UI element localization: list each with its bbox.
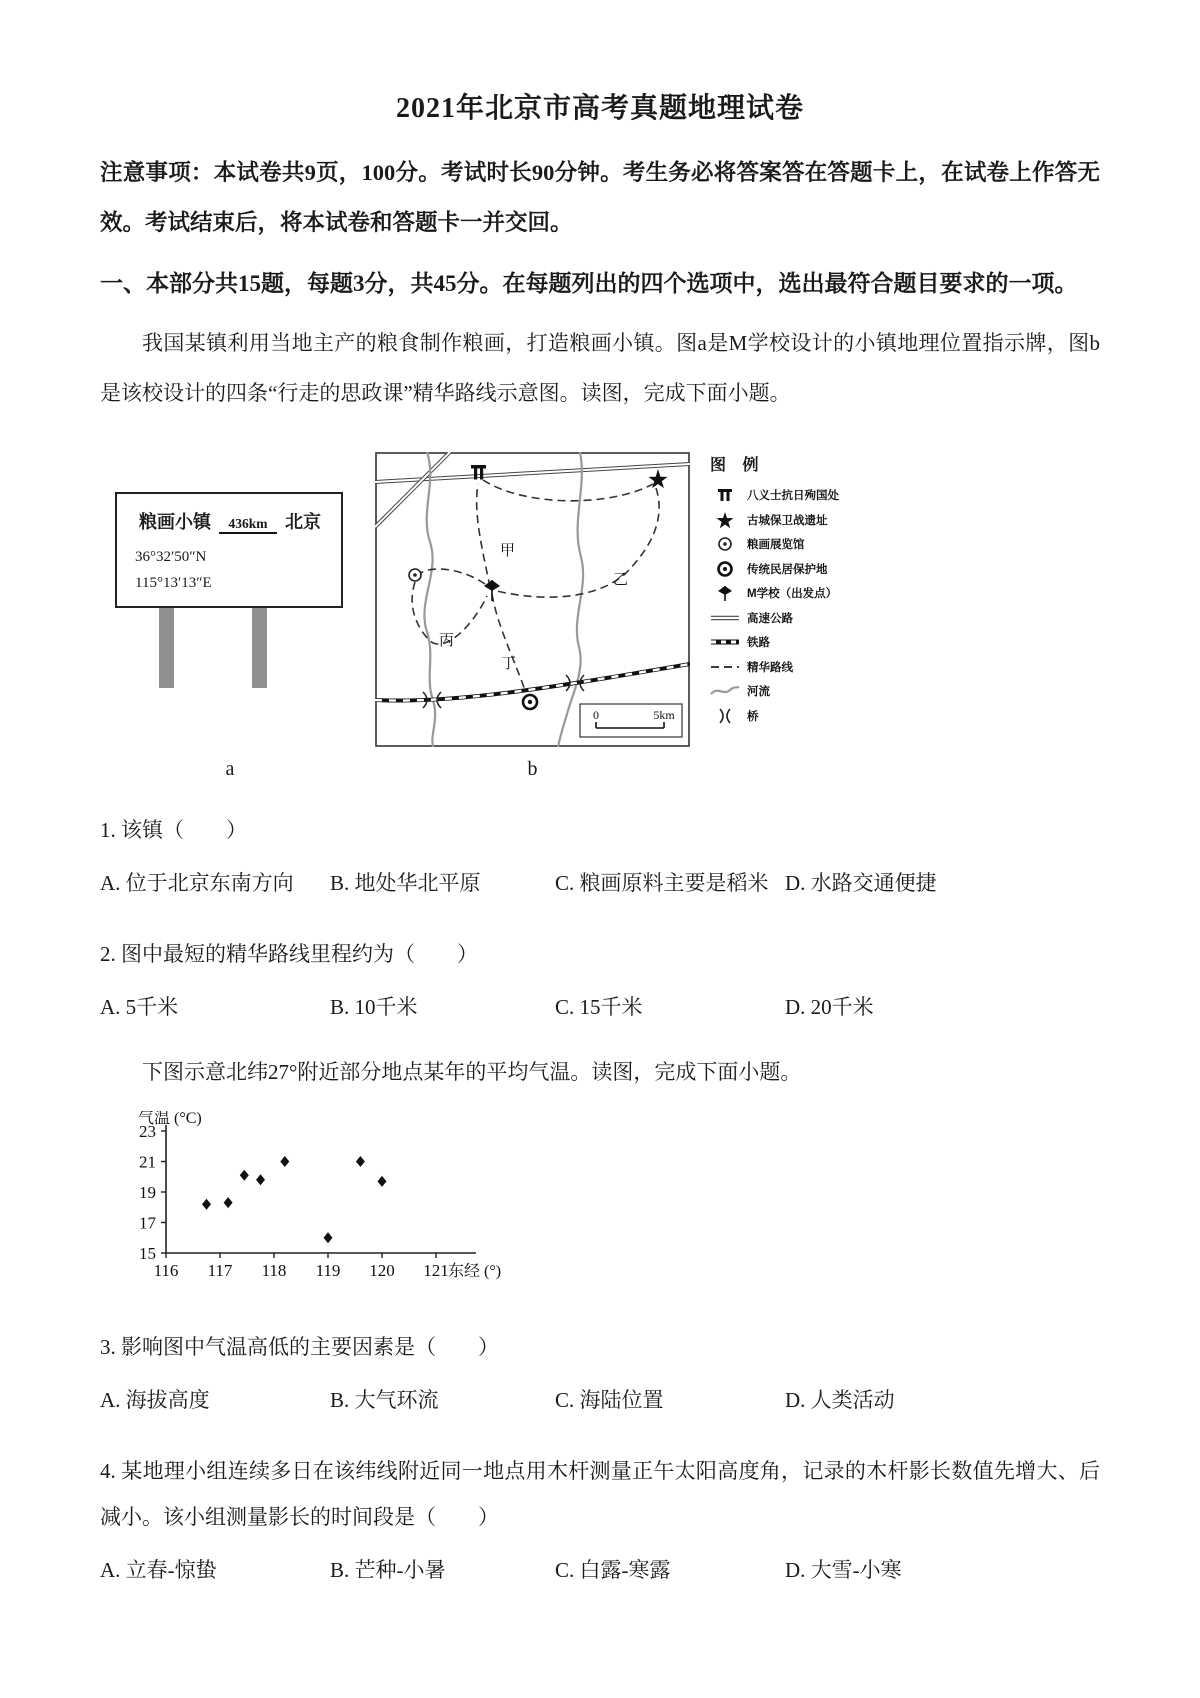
question-stem: 该镇（ ） xyxy=(121,818,247,842)
legend-title: 图 例 xyxy=(710,457,765,474)
y-tick-label: 17 xyxy=(139,1213,156,1233)
legend-item-label: 八义士抗日殉国处 xyxy=(747,490,839,503)
question-stem: 影响图中气温高低的主要因素是（ ） xyxy=(121,1335,499,1359)
legend-item-label: 高速公路 xyxy=(747,612,793,625)
sign-distance-line xyxy=(219,532,277,534)
option-a: A. 海拔高度 xyxy=(100,1388,210,1412)
legend-item xyxy=(710,581,860,606)
map-label-ding: 丁 xyxy=(501,656,517,672)
question-stem: 图中最短的精华路线里程约为（ ） xyxy=(121,942,478,966)
map-label-bing: 丙 xyxy=(439,633,455,649)
option-b: B. 10千米 xyxy=(330,995,418,1019)
option-c: C. 白露-寒露 xyxy=(555,1558,671,1582)
question-number: 1. xyxy=(100,818,116,842)
data-point xyxy=(356,1156,365,1167)
legend-item-label: 桥 xyxy=(747,710,759,723)
legend-item-label: 粮画展览馆 xyxy=(747,539,805,552)
railway-icon xyxy=(710,633,740,651)
figure-row xyxy=(100,452,1100,752)
map-legend xyxy=(710,452,860,728)
circle-dot-icon xyxy=(710,535,740,553)
star-icon xyxy=(710,511,740,529)
sign-town-name: 粮画小镇 xyxy=(139,512,211,532)
data-point xyxy=(280,1156,289,1167)
legend-item xyxy=(710,655,860,680)
sign-leg-right xyxy=(252,608,267,688)
y-tick-label: 23 xyxy=(139,1122,156,1141)
sign-latitude: 36°32′50″N xyxy=(135,549,207,565)
y-tick-label: 21 xyxy=(139,1152,156,1172)
legend-item xyxy=(710,483,860,508)
y-axis-title: 气温 (°C) xyxy=(138,1111,202,1127)
page-title: 2021年北京市高考真题地理试卷 xyxy=(395,93,804,124)
question-1-options xyxy=(100,861,1100,905)
scale-max-label: 5km xyxy=(653,708,675,722)
legend-item-label: M学校（出发点） xyxy=(747,588,838,601)
question-2 xyxy=(100,931,1100,1029)
question-stem: 某地理小组连续多日在该纬线附近同一地点用木杆测量正午太阳高度角，记录的木杆影长数值先增大、后减小。该小组测量影长的时间段是（ ） xyxy=(100,1459,1101,1529)
option-c: C. 15千米 xyxy=(555,995,643,1019)
legend-item-label: 传统民居保护地 xyxy=(747,563,828,576)
legend-item xyxy=(710,557,860,582)
option-d: D. 人类活动 xyxy=(785,1388,895,1412)
question-number: 4. xyxy=(100,1459,116,1483)
temperature-chart xyxy=(118,1111,598,1289)
legend-item xyxy=(710,606,860,631)
figure-a-sign xyxy=(115,492,345,688)
x-tick-label: 121 xyxy=(423,1261,449,1280)
data-point xyxy=(240,1170,249,1181)
sign-distance: 436km xyxy=(228,516,268,531)
scale-zero-label: 0 xyxy=(593,708,599,722)
double-line-icon xyxy=(710,609,740,627)
double-circle-icon xyxy=(523,695,537,709)
question-1 xyxy=(100,807,1100,905)
intro-paragraph-2: 下图示意北纬27°附近部分地点某年的平均气温。读图，完成下面小题。 xyxy=(142,1060,802,1084)
option-c: C. 粮画原料主要是稻米 xyxy=(555,871,769,895)
legend-item xyxy=(710,704,860,729)
option-a: A. 立春-惊蛰 xyxy=(100,1558,217,1582)
question-number: 3. xyxy=(100,1335,116,1359)
x-axis-title: 东经 (°) xyxy=(448,1263,502,1280)
legend-item xyxy=(710,679,860,704)
data-point xyxy=(378,1176,387,1187)
option-a: A. 5千米 xyxy=(100,995,179,1019)
dashed-line-icon xyxy=(710,658,740,676)
question-2-options xyxy=(100,985,1100,1029)
map-label-yi: 乙 xyxy=(613,572,629,588)
sign-board xyxy=(115,492,343,608)
x-tick-label: 117 xyxy=(207,1261,233,1280)
question-3-options xyxy=(100,1378,1100,1422)
question-4-options xyxy=(100,1548,1100,1592)
map-scale-bar xyxy=(580,704,682,737)
sign-city-name: 北京 xyxy=(285,512,321,532)
x-tick-label: 116 xyxy=(153,1261,179,1280)
monument-icon xyxy=(710,486,740,504)
double-circle-icon xyxy=(710,560,740,578)
option-d: D. 20千米 xyxy=(785,995,874,1019)
option-d: D. 大雪-小寒 xyxy=(785,1558,902,1582)
legend-item xyxy=(710,630,860,655)
temperature-chart-block xyxy=(118,1111,1100,1294)
sign-legs xyxy=(115,608,345,688)
legend-item-label: 古城保卫战遗址 xyxy=(747,514,828,527)
data-point xyxy=(256,1174,265,1185)
legend-item-label: 河流 xyxy=(747,686,770,699)
question-4 xyxy=(100,1448,1100,1592)
river-icon xyxy=(710,682,740,700)
x-tick-label: 119 xyxy=(315,1261,341,1280)
data-point xyxy=(202,1199,211,1210)
sign-top-row xyxy=(129,508,331,534)
legend-item-label: 铁路 xyxy=(747,637,770,650)
question-number: 2. xyxy=(100,942,116,966)
sign-coordinates xyxy=(135,544,331,596)
option-a: A. 位于北京东南方向 xyxy=(100,871,294,895)
sign-longitude: 115°13′13″E xyxy=(135,575,212,591)
option-d: D. 水路交通便捷 xyxy=(785,871,937,895)
option-b: B. 大气环流 xyxy=(330,1388,439,1412)
x-tick-label: 120 xyxy=(369,1261,395,1280)
intro-paragraph-1: 我国某镇利用当地主产的粮食制作粮画，打造粮画小镇。图a是M学校设计的小镇地理位置指示牌，图b是该校设计的四条“行走的思政课”精华路线示意图。读图，完成下面小题。 xyxy=(100,331,1100,405)
y-tick-label: 15 xyxy=(139,1244,156,1263)
figure-a-label: a xyxy=(225,758,235,780)
flag-icon xyxy=(710,584,740,602)
bridge-icon xyxy=(710,707,740,725)
y-tick-label: 19 xyxy=(139,1183,156,1202)
circle-dot-icon xyxy=(409,569,421,581)
legend-item-label: 精华路线 xyxy=(747,661,793,674)
x-tick-label: 118 xyxy=(261,1261,287,1280)
question-3 xyxy=(100,1324,1100,1422)
section-one-header: 一、本部分共15题，每题3分，共45分。在每题列出的四个选项中，选出最符合题目要求的一项。 xyxy=(100,271,1078,296)
map-label-jia: 甲 xyxy=(500,543,516,559)
option-b: B. 地处华北平原 xyxy=(330,871,481,895)
option-c: C. 海陆位置 xyxy=(555,1388,664,1412)
option-b: B. 芒种-小暑 xyxy=(330,1558,446,1582)
figure-b-map xyxy=(375,452,690,752)
data-point xyxy=(324,1232,333,1243)
data-point xyxy=(224,1197,233,1208)
sign-leg-left xyxy=(159,608,174,688)
exam-notice: 注意事项：本试卷共9页，100分。考试时长90分钟。考生务必将答案答在答题卡上，在试卷上作答无效。考试结束后，将本试卷和答题卡一并交回。 xyxy=(100,160,1100,235)
legend-item xyxy=(710,508,860,533)
route-map-svg xyxy=(375,452,690,747)
legend-item xyxy=(710,532,860,557)
sign-distance-group xyxy=(219,516,277,534)
figure-b-label: b xyxy=(527,758,538,780)
figure-labels-row xyxy=(100,758,1100,781)
